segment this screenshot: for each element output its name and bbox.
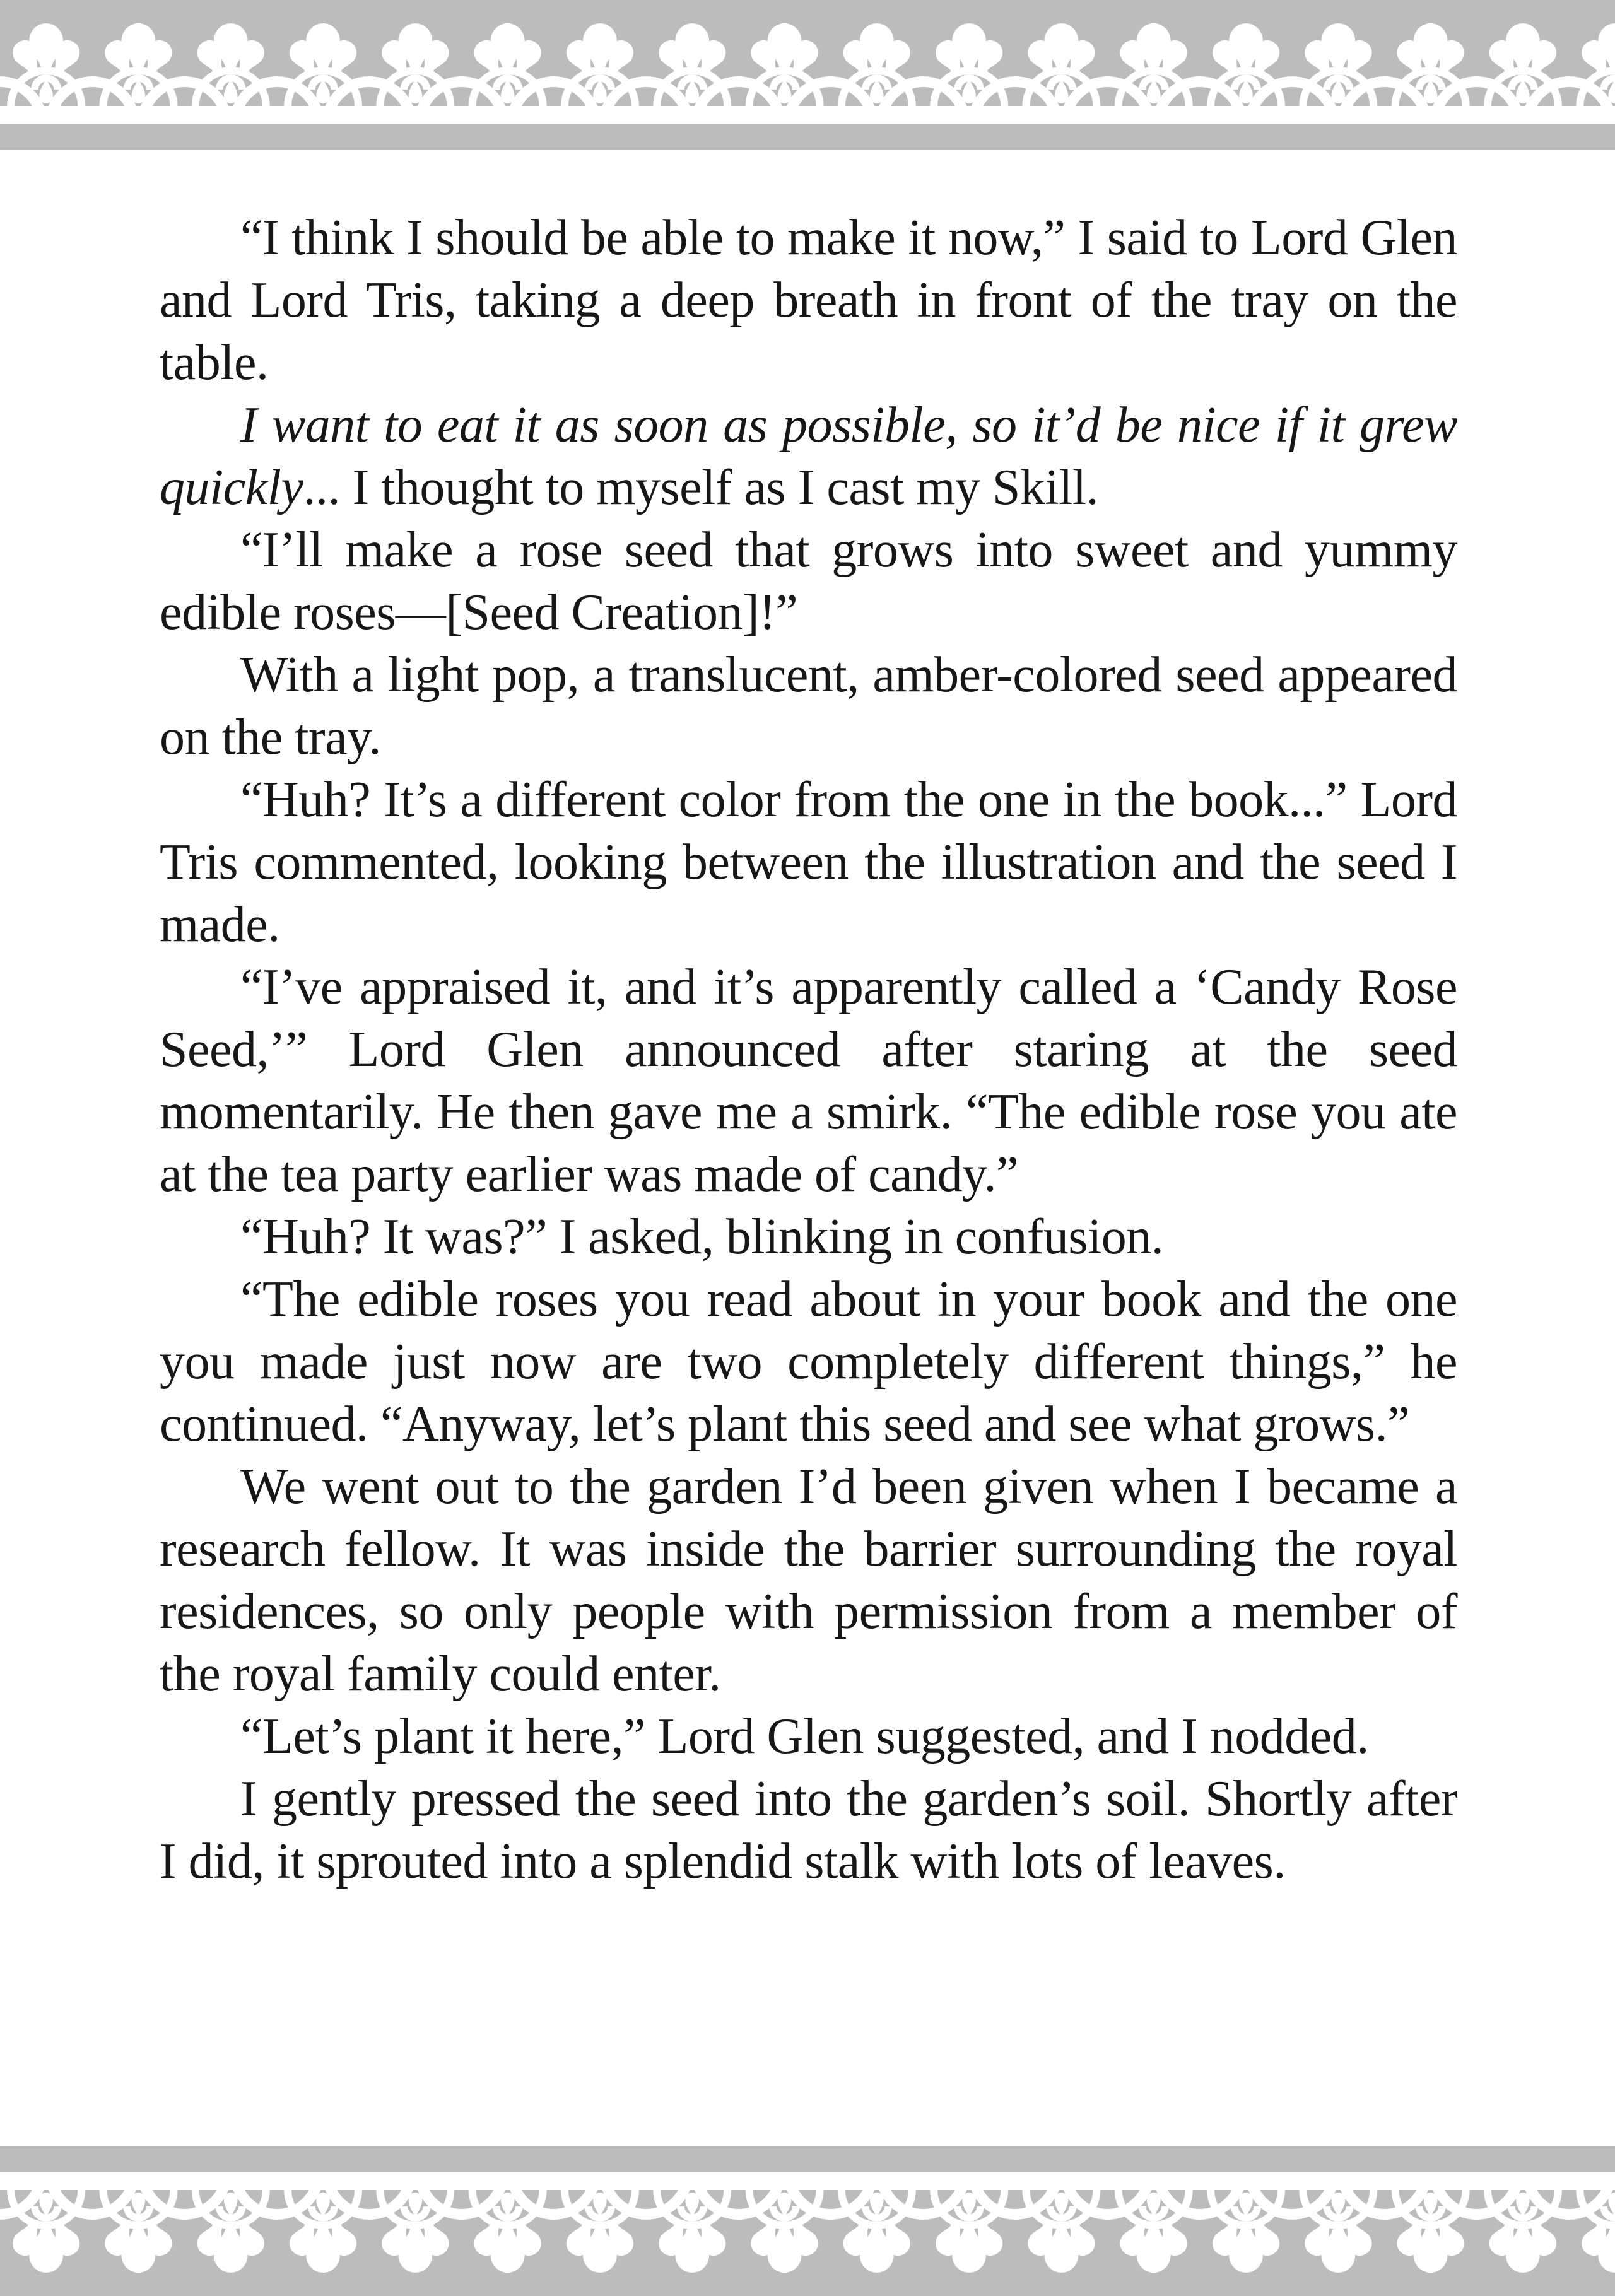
text-segment: ... I thought to myself as I cast my Skill. <box>303 460 1099 515</box>
text-segment: I gently pressed the seed into the garden’s soil. Shortly after I did, it sprouted into a splendid stalk with lots of leaves. <box>160 1771 1457 1889</box>
page-text-area <box>0 150 1615 2146</box>
paragraph <box>160 769 1457 956</box>
text-segment: “I think I should be able to make it now,” I said to Lord Glen and Lord Tris, taking a deep breath in front of the tray on the table. <box>160 210 1457 390</box>
lace-pattern <box>0 2146 1615 2296</box>
text-segment: “The edible roses you read about in your book and the one you made just now are two completely different things,” he continued. “Anyway, let’s plant this seed and see what grows.” <box>160 1272 1457 1452</box>
paragraph <box>160 207 1457 394</box>
paragraph <box>160 1268 1457 1456</box>
text-segment: With a light pop, a translucent, amber-colored seed appeared on the tray. <box>160 647 1457 765</box>
text-segment: “Huh? It was?” I asked, blinking in confusion. <box>240 1209 1164 1265</box>
text-segment: I want to eat it as soon as possible, so it’d be nice if it grew quickly <box>160 397 1457 515</box>
paragraph <box>160 956 1457 1206</box>
paragraph <box>160 644 1457 769</box>
text-segment: “Huh? It’s a different color from the one in the book...” Lord Tris commented, looking between the illustration and the seed I made. <box>160 772 1457 952</box>
text-segment: We went out to the garden I’d been given when I became a research fellow. It was inside the barrier surrounding the royal residences, so only people with permission from a member of the royal family could enter. <box>160 1459 1457 1702</box>
paragraph <box>160 1206 1457 1268</box>
paragraph <box>160 394 1457 519</box>
text-segment: “Let’s plant it here,” Lord Glen suggested, and I nodded. <box>240 1709 1369 1764</box>
bottom-lace-border <box>0 2146 1615 2296</box>
paragraph <box>160 1456 1457 1706</box>
lace-pattern <box>0 0 1615 150</box>
top-lace-border <box>0 0 1615 150</box>
text-segment: “I’ll make a rose seed that grows into sweet and yummy edible roses—[Seed Creation]!” <box>160 522 1457 640</box>
paragraph <box>160 1768 1457 1893</box>
text-segment: “I’ve appraised it, and it’s apparently called a ‘Candy Rose Seed,’” Lord Glen announced after staring at the seed momentarily. He then gave me a smirk. “The edible rose you ate at the tea party earlier was made of candy.” <box>160 959 1457 1202</box>
text-block <box>160 207 1457 1893</box>
paragraph <box>160 519 1457 644</box>
paragraph <box>160 1706 1457 1768</box>
